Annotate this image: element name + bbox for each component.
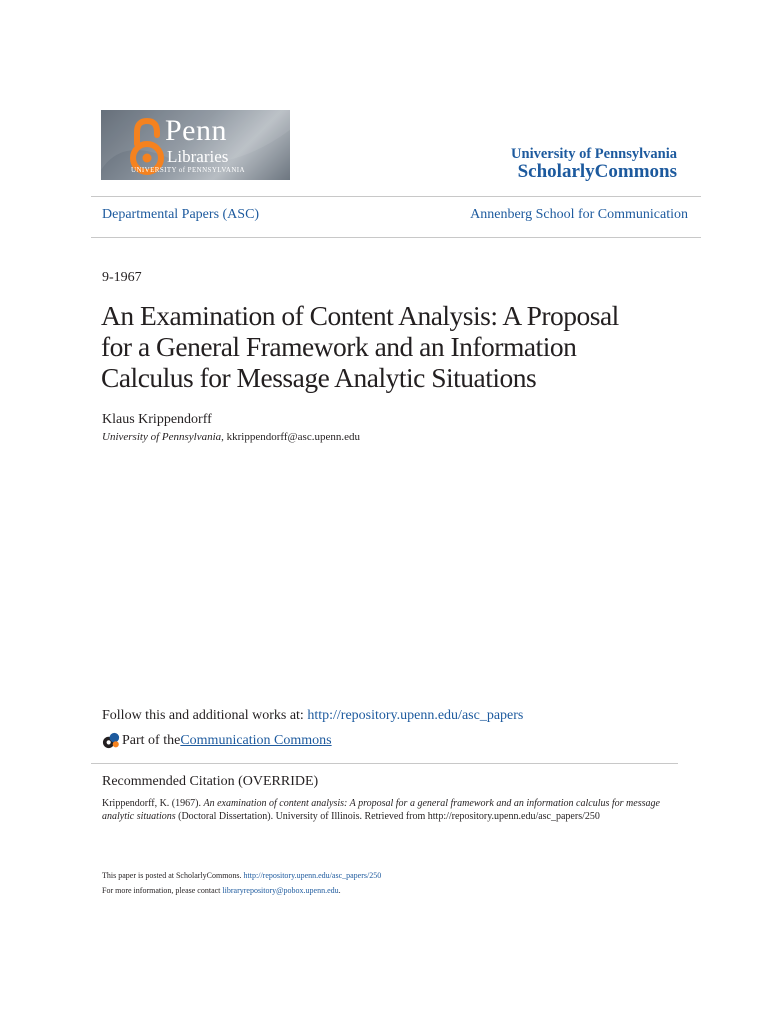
asc-papers-link[interactable]: http://repository.upenn.edu/asc_papers: [307, 708, 524, 723]
affiliation-name: University of Pennsylvania: [102, 431, 222, 443]
author-name: Klaus Krippendorff: [102, 412, 212, 427]
university-name[interactable]: University of Pennsylvania: [511, 146, 677, 162]
author-affiliation: [102, 431, 360, 443]
citation-prefix: Krippendorff, K. (1967).: [102, 798, 204, 809]
recommended-citation-heading: Recommended Citation (OVERRIDE): [102, 774, 319, 789]
departmental-papers-link[interactable]: Departmental Papers (ASC): [102, 207, 260, 222]
title-line: for a General Framework and an Information: [101, 331, 577, 362]
paper-url-link[interactable]: http://repository.upenn.edu/asc_papers/250: [243, 871, 382, 880]
nav-divider: [91, 237, 701, 238]
scholarly-commons-title[interactable]: ScholarlyCommons: [517, 161, 677, 182]
links-divider: [91, 763, 678, 764]
commons-network-icon: [102, 731, 121, 750]
citation-text: [102, 797, 682, 823]
logo-libraries-text: Libraries: [167, 147, 229, 166]
contact-label: For more information, please contact: [102, 886, 223, 895]
logo-university-text: UNIVERSITY of PENNSYLVANIA: [131, 166, 245, 174]
title-line: An Examination of Content Analysis: A Proposal: [101, 300, 619, 331]
logo-penn-text: Penn: [165, 114, 227, 147]
follow-label: Follow this and additional works at:: [102, 708, 308, 723]
citation-italic-title: An examination of content analysis: A proposal for a general framework and an information calculus for message analytic situations: [102, 798, 660, 822]
publication-date: 9-1967: [102, 270, 142, 285]
header-divider: [91, 196, 701, 197]
follow-works-line: [102, 708, 523, 724]
annenberg-school-link[interactable]: Annenberg School for Communication: [470, 207, 688, 222]
penn-libraries-logo[interactable]: [101, 110, 290, 180]
posted-label: This paper is posted at ScholarlyCommons.: [102, 871, 244, 880]
paper-title: [101, 300, 701, 393]
title-line: Calculus for Message Analytic Situations: [101, 362, 537, 393]
contact-email-link[interactable]: libraryrepository@pobox.upenn.edu: [222, 886, 339, 895]
posted-at-line: [102, 871, 381, 880]
contact-line: [102, 886, 341, 895]
part-of-label: Part of the: [122, 732, 181, 748]
contact-end: .: [338, 886, 341, 895]
communication-commons-link[interactable]: Communication Commons: [180, 732, 332, 748]
citation-suffix: (Doctoral Dissertation). University of Illinois. Retrieved from http://repository.upenn.edu/asc_papers/250: [175, 811, 600, 822]
part-of-line: [102, 731, 332, 750]
author-email: , kkrippendorff@asc.upenn.edu: [221, 431, 360, 443]
